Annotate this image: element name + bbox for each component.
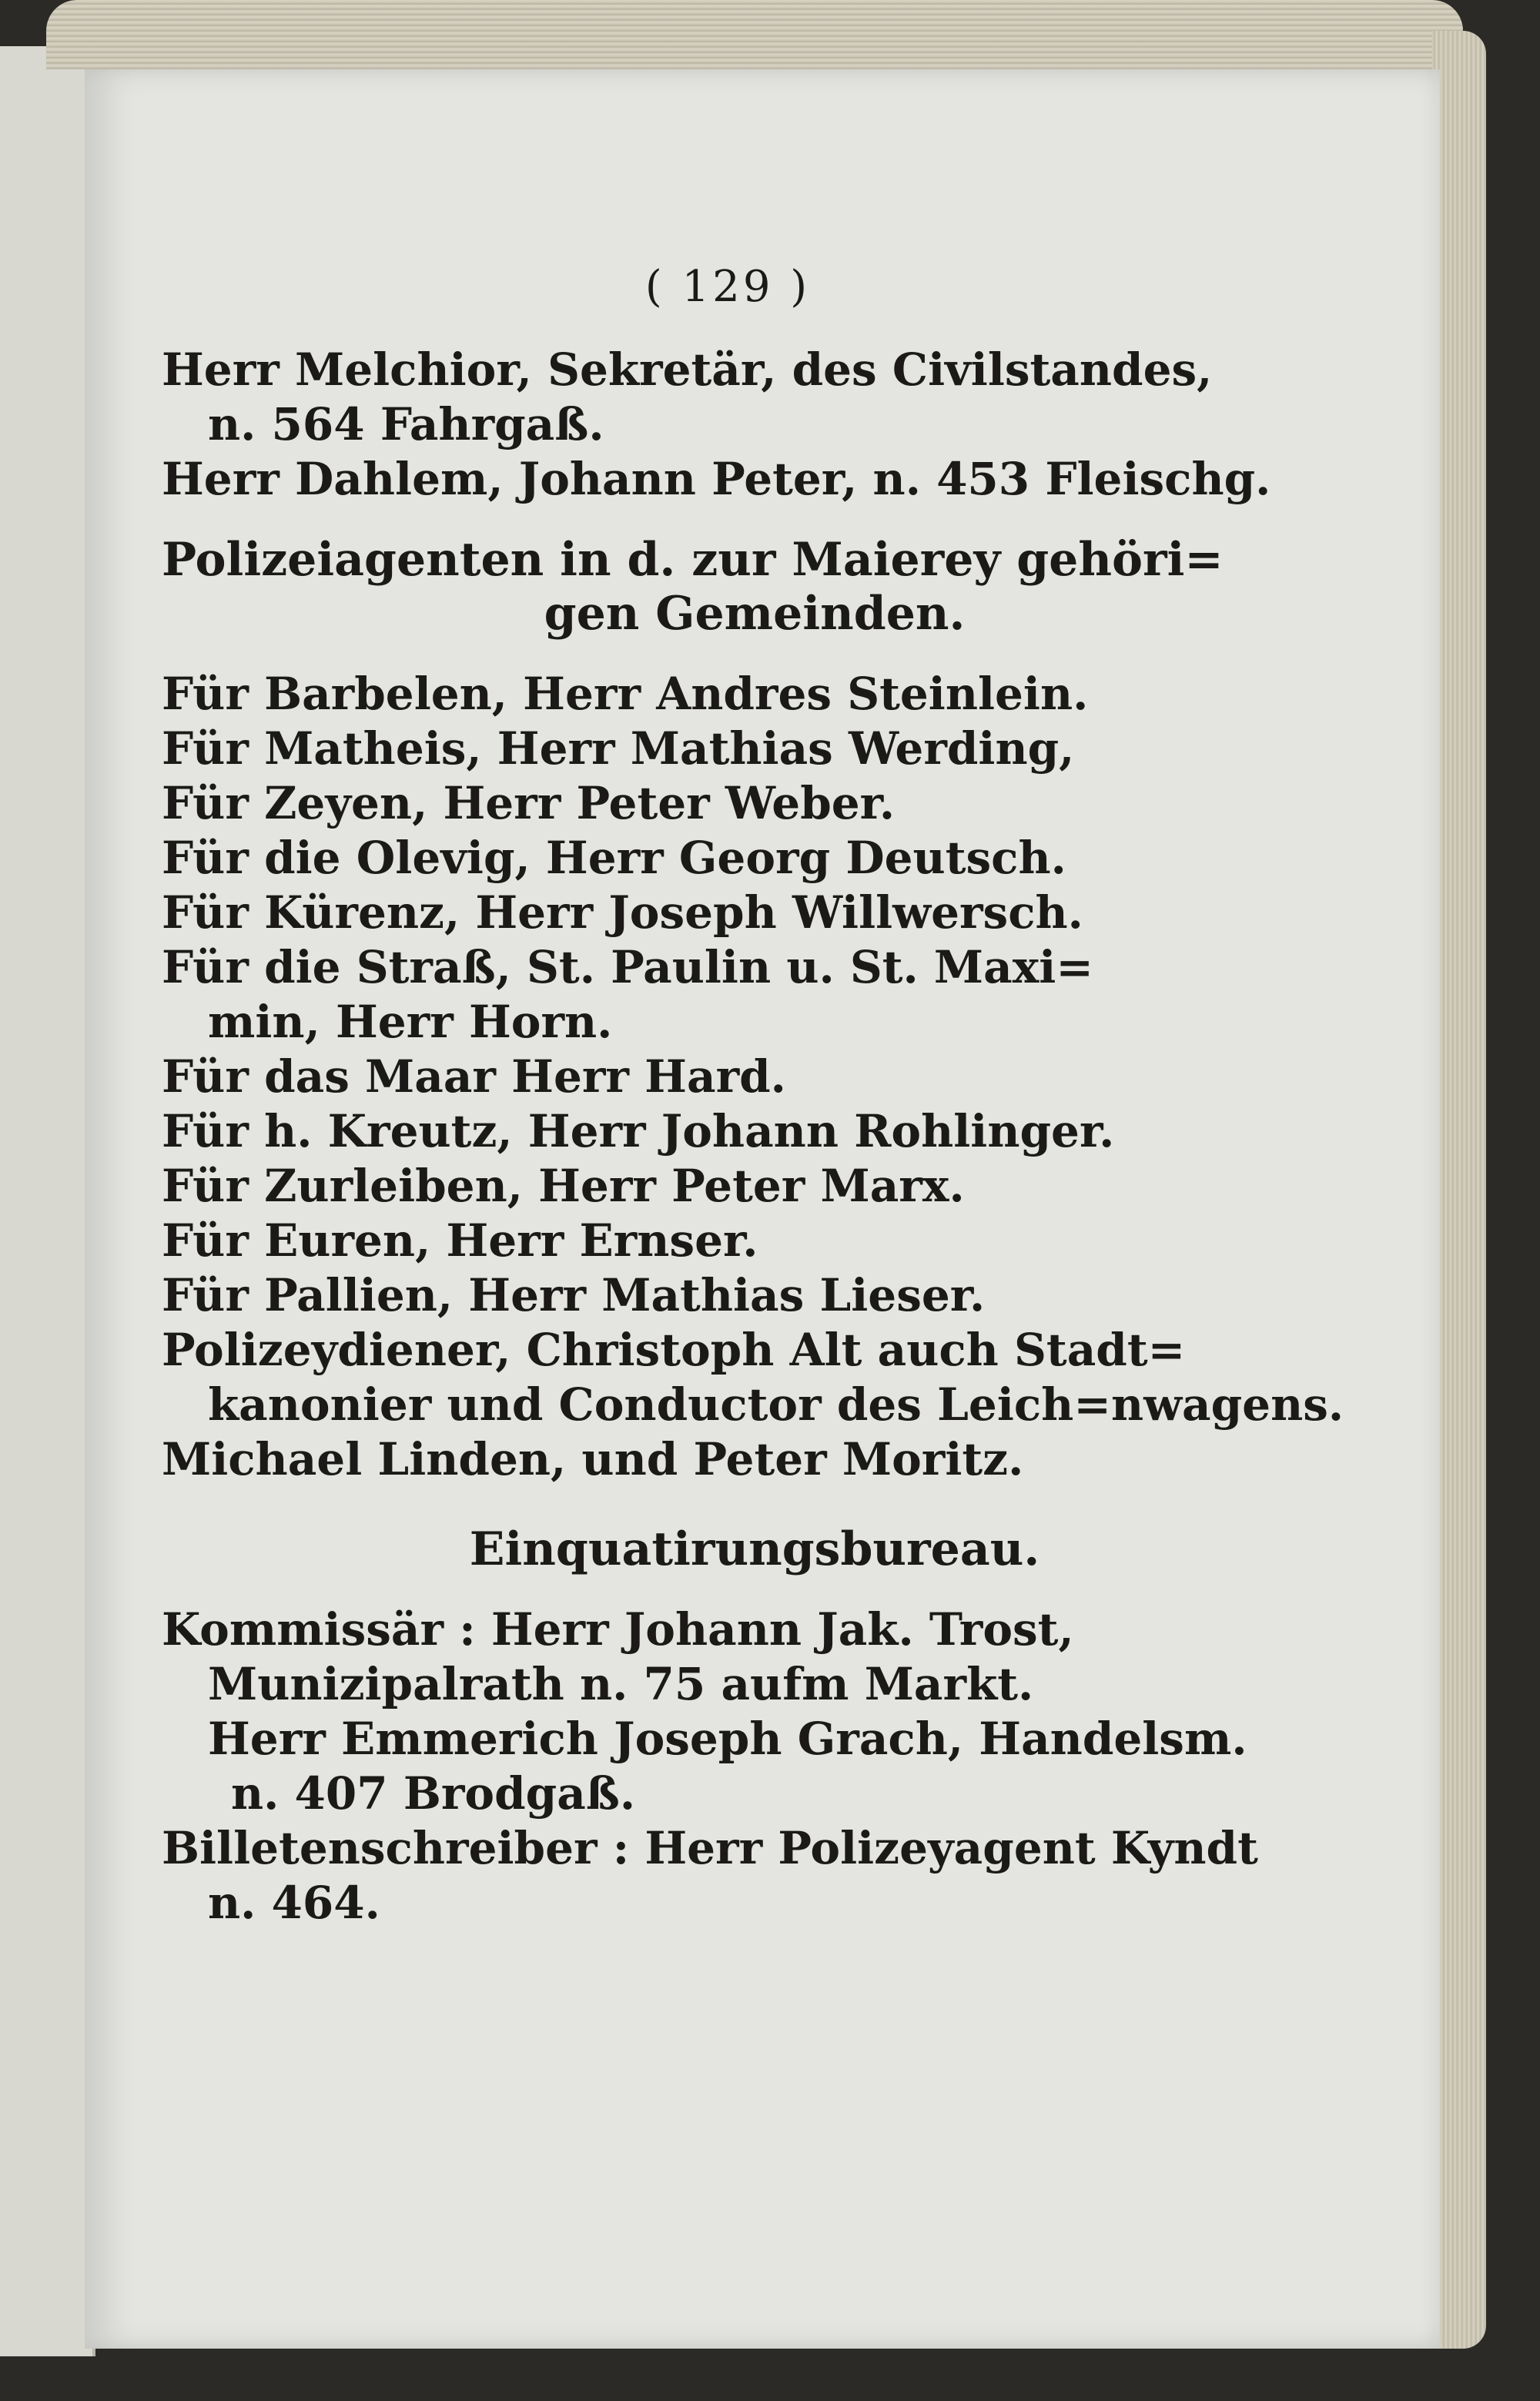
facing-page-edge	[0, 46, 95, 2356]
section-heading-einquatirungsbureau: Einquatirungsbureau.	[469, 1522, 1040, 1576]
officials-list	[162, 343, 1348, 507]
heading-line: Polizeiagenten in d. zur Maierey gehöri=	[162, 533, 1224, 587]
section-heading-polizeiagenten	[162, 533, 1348, 641]
list-item: Michael Linden, und Peter Moritz.	[162, 1433, 1024, 1485]
list-item: min, Herr Horn.	[208, 996, 613, 1048]
list-item: Für Euren, Herr Ernser.	[162, 1214, 758, 1267]
list-item: Für h. Kreutz, Herr Johann Rohlinger.	[162, 1105, 1115, 1157]
list-item: Für Barbelen, Herr Andres Steinlein.	[162, 668, 1089, 720]
bureau-list	[162, 1602, 1348, 1931]
list-item: Für Matheis, Herr Mathias Werding,	[162, 722, 1075, 775]
text-line: Herr Melchior, Sekretär, des Civilstandes,	[162, 343, 1213, 396]
book-top-edge	[46, 0, 1463, 69]
list-item: Herr Emmerich Joseph Grach, Handelsm.	[208, 1713, 1247, 1765]
list-item: Für Zurleiben, Herr Peter Marx.	[162, 1160, 965, 1212]
page-text	[162, 262, 1348, 1931]
list-item: Für die Olevig, Herr Georg Deutsch.	[162, 832, 1066, 884]
heading-line: gen Gemeinden.	[544, 587, 966, 641]
list-item: n. 464.	[208, 1877, 380, 1929]
list-item: Für die Straß, St. Paulin u. St. Maxi=	[162, 941, 1093, 993]
book-right-edge	[1432, 31, 1486, 2349]
list-item: kanonier und Conductor des Leich=nwagens.	[208, 1378, 1344, 1431]
text-line: Herr Dahlem, Johann Peter, n. 453 Fleischg.	[162, 453, 1271, 505]
list-item: Munizipalrath n. 75 aufm Markt.	[208, 1658, 1034, 1710]
list-item: Für Kürenz, Herr Joseph Willwersch.	[162, 886, 1083, 939]
list-item: Kommissär : Herr Johann Jak. Trost,	[162, 1603, 1074, 1656]
list-item: n. 407 Brodgaß.	[231, 1767, 636, 1820]
list-item: Polizeydiener, Christoph Alt auch Stadt=	[162, 1324, 1186, 1376]
page-number: ( 129 )	[644, 262, 811, 312]
list-item: Billetenschreiber : Herr Polizeyagent Kyndt	[162, 1822, 1258, 1874]
agents-list	[162, 667, 1348, 1487]
list-item: Für Zeyen, Herr Peter Weber.	[162, 777, 896, 829]
list-item: Für das Maar Herr Hard.	[162, 1050, 786, 1103]
list-item: Für Pallien, Herr Mathias Lieser.	[162, 1269, 986, 1321]
text-line: n. 564 Fahrgaß.	[208, 398, 604, 450]
